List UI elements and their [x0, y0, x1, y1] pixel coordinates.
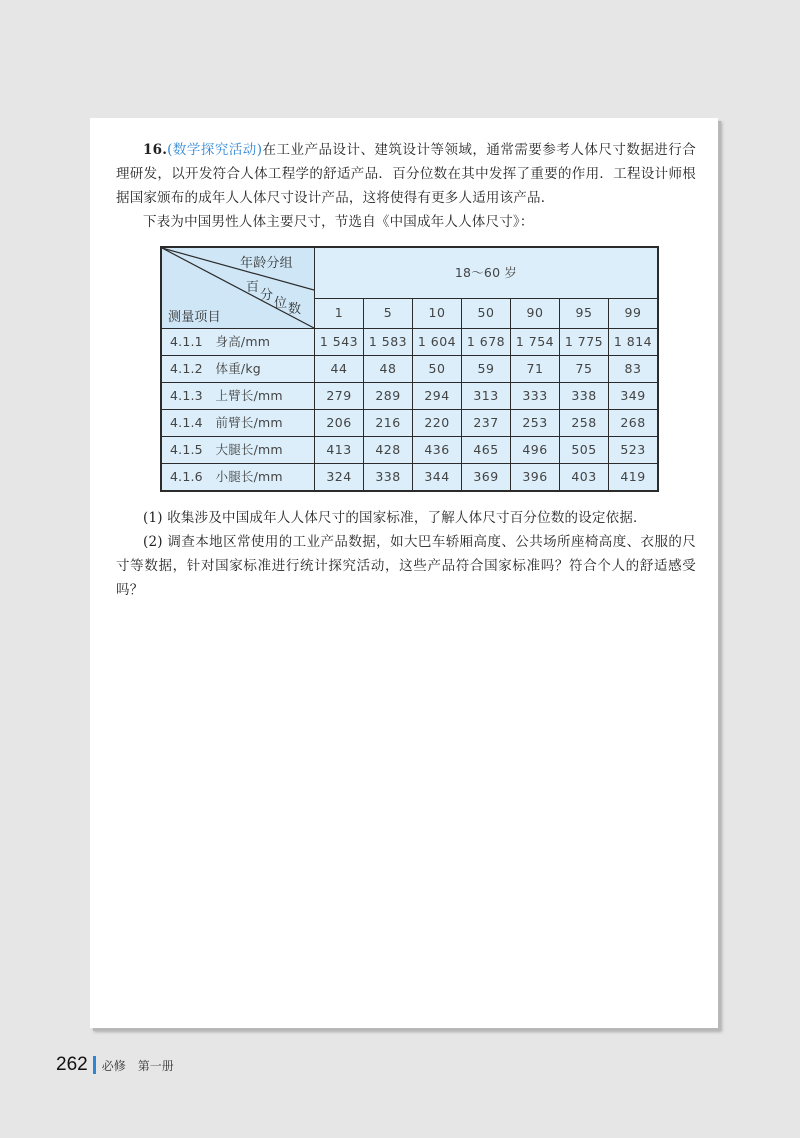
table-header-row-age	[161, 247, 658, 298]
table-cell: 1 604	[413, 329, 462, 356]
table-cell: 75	[560, 356, 609, 383]
table-row	[161, 356, 658, 383]
textbook-page	[90, 118, 718, 1028]
table-cell: 349	[609, 383, 659, 410]
table-cell: 220	[413, 410, 462, 437]
row-label: 4.1.1 身高/mm	[161, 329, 315, 356]
question-number: 16.	[143, 142, 168, 158]
table-cell: 1 775	[560, 329, 609, 356]
table-cell: 505	[560, 437, 609, 464]
percentile-header: 1	[315, 298, 364, 328]
table-cell: 436	[413, 437, 462, 464]
table-row	[161, 464, 658, 492]
table-cell: 396	[511, 464, 560, 492]
table-cell: 313	[462, 383, 511, 410]
table-row	[161, 383, 658, 410]
header-item-label: 测量项目	[168, 310, 221, 325]
table-cell: 237	[462, 410, 511, 437]
table-cell: 419	[609, 464, 659, 492]
percentile-header: 90	[511, 298, 560, 328]
table-cell: 338	[364, 464, 413, 492]
table-cell: 268	[609, 410, 659, 437]
row-label: 4.1.6 小腿长/mm	[161, 464, 315, 492]
book-title: 必修 第一册	[101, 1058, 174, 1073]
table-cell: 465	[462, 437, 511, 464]
page-content	[116, 138, 696, 602]
table-cell: 83	[609, 356, 659, 383]
table-row	[161, 329, 658, 356]
footer-accent-bar	[93, 1056, 96, 1074]
table-corner-header	[161, 247, 315, 329]
table-cell: 206	[315, 410, 364, 437]
percentile-header: 10	[413, 298, 462, 328]
table-cell: 324	[315, 464, 364, 492]
percentile-header: 50	[462, 298, 511, 328]
table-cell: 344	[413, 464, 462, 492]
table-cell: 428	[364, 437, 413, 464]
table-cell: 294	[413, 383, 462, 410]
question-intro-text: 在工业产品设计、建筑设计等领域，通常需要参考人体尺寸数据进行合理研发，以开发符合人体工程学的舒适产品．百分位数在其中发挥了重要的作用．工程设计师根据国家颁布的成年人人体尺寸设计产品，这将使得有更多人适用该产品．	[116, 142, 696, 206]
table-cell: 44	[315, 356, 364, 383]
table-intro: 下表为中国男性人体主要尺寸，节选自《中国成年人人体尺寸》：	[143, 214, 534, 230]
page-number: 262	[56, 1054, 88, 1075]
table-cell: 1 814	[609, 329, 659, 356]
table-cell: 1 543	[315, 329, 364, 356]
table-cell: 289	[364, 383, 413, 410]
header-pct-char-1: 百	[246, 280, 260, 295]
row-label: 4.1.5 大腿长/mm	[161, 437, 315, 464]
table-cell: 71	[511, 356, 560, 383]
page-footer	[56, 1054, 174, 1076]
table-cell: 59	[462, 356, 511, 383]
question-tag: (数学探究活动)	[167, 142, 263, 158]
table-cell: 413	[315, 437, 364, 464]
sub-question-1: (1) 收集涉及中国成年人人体尺寸的国家标准，了解人体尺寸百分位数的设定依据．	[143, 510, 647, 526]
table-cell: 50	[413, 356, 462, 383]
percentile-header: 5	[364, 298, 413, 328]
table-cell: 496	[511, 437, 560, 464]
age-range-cell: 18～60 岁	[315, 247, 659, 298]
header-pct-char-2: 分	[260, 288, 274, 303]
row-label: 4.1.4 前臂长/mm	[161, 410, 315, 437]
table-cell: 253	[511, 410, 560, 437]
body-size-table	[160, 246, 659, 492]
header-pct-char-4: 数	[288, 302, 302, 317]
table-row	[161, 437, 658, 464]
table-cell: 523	[609, 437, 659, 464]
table-cell: 1 583	[364, 329, 413, 356]
table-cell: 403	[560, 464, 609, 492]
table-cell: 258	[560, 410, 609, 437]
table-cell: 333	[511, 383, 560, 410]
table-cell: 369	[462, 464, 511, 492]
table-cell: 338	[560, 383, 609, 410]
sub-question-2: (2) 调查本地区常使用的工业产品数据，如大巴车轿厢高度、公共场所座椅高度、衣服的尺寸等数据，针对国家标准进行统计探究活动，这些产品符合国家标准吗？符合个人的舒适感受吗？	[116, 534, 696, 598]
percentile-header: 95	[560, 298, 609, 328]
row-label: 4.1.3 上臂长/mm	[161, 383, 315, 410]
percentile-header: 99	[609, 298, 659, 328]
table-cell: 279	[315, 383, 364, 410]
table-cell: 1 754	[511, 329, 560, 356]
question-16-intro	[116, 138, 696, 210]
table-cell: 216	[364, 410, 413, 437]
row-label: 4.1.2 体重/kg	[161, 356, 315, 383]
header-age-group-label: 年龄分组	[240, 256, 293, 271]
table-row	[161, 410, 658, 437]
header-pct-char-3: 位	[274, 296, 288, 311]
table-cell: 48	[364, 356, 413, 383]
table-cell: 1 678	[462, 329, 511, 356]
